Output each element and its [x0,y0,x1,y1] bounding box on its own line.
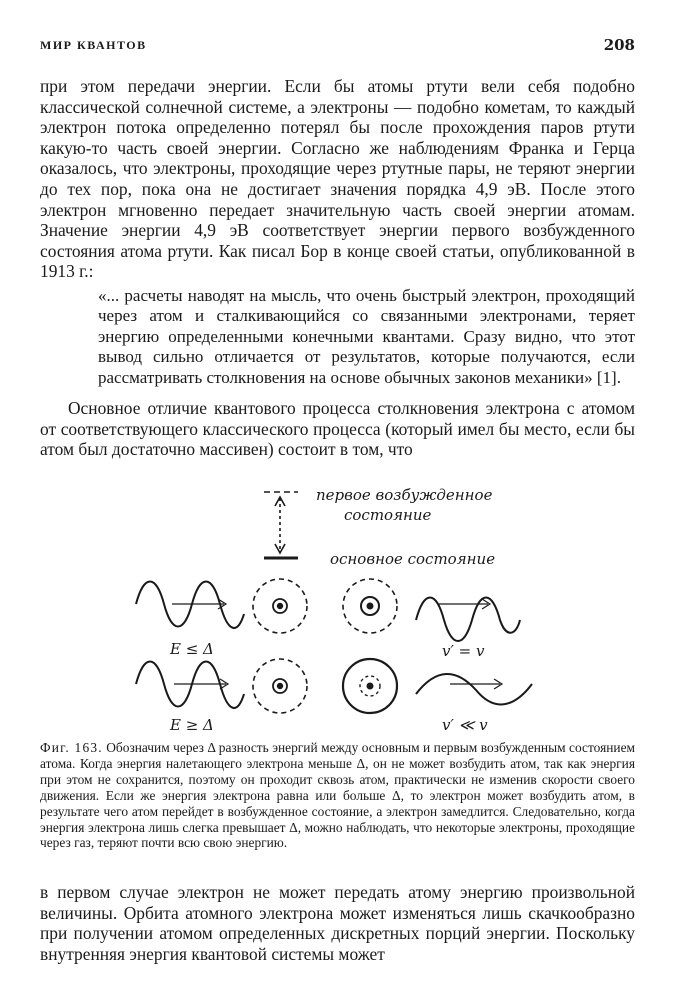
page-number: 208 [603,36,635,54]
running-title: МИР КВАНТОВ [40,38,147,52]
paragraph: в первом случае электрон не может передать атому энергию произвольной величины. Орбита атомного электрона может изменяться лишь скачкообразно при получении атомом определенных дискретных порций энергии. Поскольку внутренняя энергия квантовой системы может [40,882,635,964]
figure-163-drawing [120,478,550,736]
ground-label: основное состояние [330,550,496,568]
figure-caption [40,740,635,851]
energy-level-diagram [264,492,298,558]
row-low-energy [136,579,520,641]
result-less: v′ ≪ v [442,716,488,734]
row-high-energy [136,659,532,713]
figure-163 [120,478,550,736]
caption-label: Фиг. 163. [40,740,103,755]
running-header [40,38,635,58]
excited-label-line2: состояние [344,506,432,524]
caption-text: Обозначим через Δ разность энергий между основным и первым возбужденным состоянием атома. Когда энергия налетающего электрона меньше Δ, он не может возбудить атом, так как энергия при этом не сохранится, поэтому он проходит сквозь атом, практически не изменив скорости своего движения. Если же энергия электрона равна или больше Δ, то электрон может возбудить атом, в результате чего атом перейдет в возбужденное состояние, а электрон замедлится. Следовательно, когда энергия электрона лишь слегка превышает Δ, можно наблюдать, что некоторые электроны, проходящие через газ, теряют почти всю свою энергию. [40,740,635,851]
paragraph: Основное отличие квантового процесса столкновения электрона с атомом от соответствующего классического процесса (который имел бы место, если бы атом был достаточно массивен) состоит в том, что [40,397,635,460]
continuation-text [40,882,635,964]
condition-greater: E ≥ Δ [170,716,214,734]
outgoing-slow-wave [416,674,532,704]
incoming-wave [136,582,244,628]
nucleus [368,604,373,609]
bohr-quote: «... расчеты наводят на мысль, что очень быстрый электрон, проходящий через атом и сталкивающийся со связанными электронами, теряет энергию определенными конечными квантами. Сразу видно, что этот вывод сильно отличается от результатов, которые получаются, если рассматривать столкновения на основе обычных законов механики» [1]. [98,285,635,387]
nucleus [278,604,282,608]
nucleus [278,684,282,688]
paragraph: при этом передачи энергии. Если бы атомы ртути вели себя подобно классической солнечной системе, а электроны — подобно кометам, то каждый электрон потока определенно потерял бы после прохождения паров ртути какую-то часть своей энергии. Согласно же наблюдениям Франка и Герца оказалось, что электроны, проходящие через ртутные пары, не теряют энергии до тех пор, пока она не достигает значения порядка 4,9 эВ. После этого электрон мгновенно передает значительную часть своей энергии атомам. Значение энергии 4,9 эВ соответствует энергии первого возбужденного состояния атома ртути. Как писал Бор в конце своей статьи, опубликованной в 1913 г.: [40,76,635,282]
condition-less: E ≤ Δ [170,640,214,658]
result-equal: v′ = v [442,642,485,660]
nucleus [368,684,373,689]
main-text [40,76,635,460]
excited-label-line1: первое возбужденное [316,486,493,504]
